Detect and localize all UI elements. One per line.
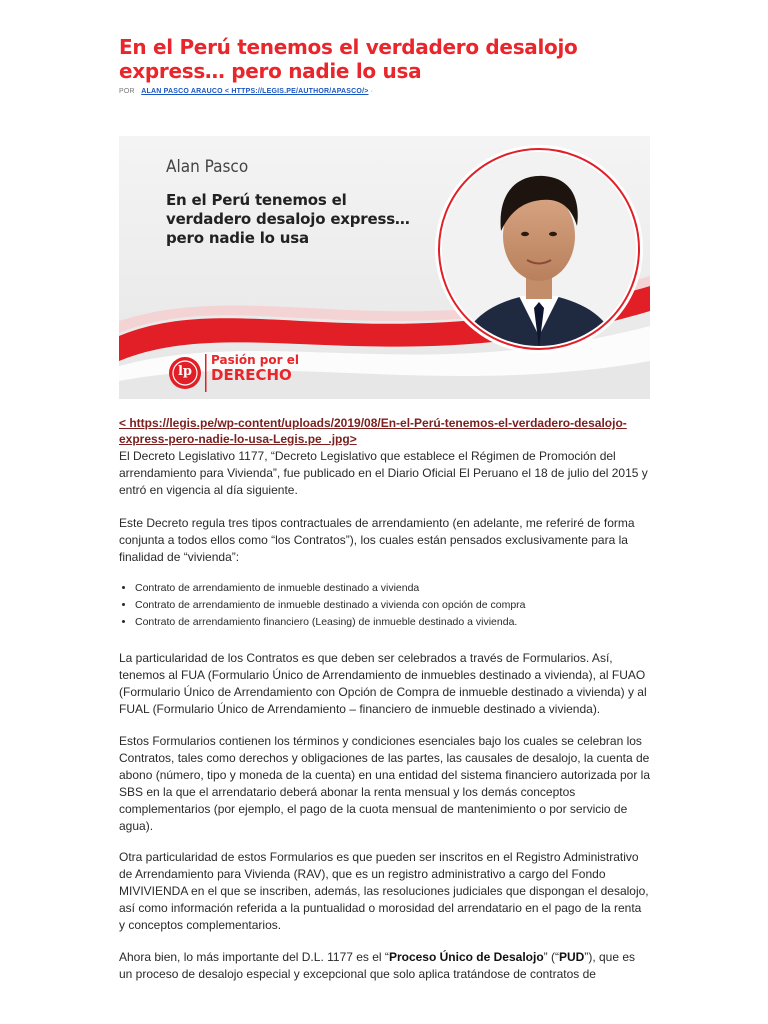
- paragraph-2: Este Decreto regula tres tipos contractuales de arrendamiento (en adelante, me referiré de forma conjunta a todos ellos como “los Contratos”), los cuales están pensados exclusivamente para la finalidad de “vivienda”:: [119, 516, 635, 564]
- image-source-link[interactable]: < https://legis.pe/wp-content/uploads/2019/08/En-el-Perú-tenemos-el-verdadero-desalojo-express-pero-nadie-lo-usa-Legis.pe_.jpg>: [119, 416, 627, 446]
- hero-headline: En el Perú tenemos el verdadero desalojo express… pero nadie lo usa: [166, 191, 410, 247]
- brand-tagline: Pasión por el: [211, 353, 299, 367]
- p6-part-a: Ahora bien, lo más importante del D.L. 1177 es el “: [119, 950, 389, 964]
- paragraph-1: El Decreto Legislativo 1177, “Decreto Legislativo que establece el Régimen de Promoción del arrendamiento para Vivienda”, fue publicado en el Diario Oficial El Peruano el 18 de julio del 2015 y entró en vigencia al día siguiente.: [119, 449, 648, 497]
- hero-author-name: Alan Pasco: [166, 157, 249, 177]
- paragraph-4: Estos Formularios contienen los términos y condiciones esenciales bajo los cuales se celebran los Contratos, tales como derechos y obligaciones de las partes, las causales de desalojo, la cuenta de abono (número, tipo y moneda de la cuenta) en una entidad del sistema financiero autorizada por la SBS en la que el arrendatario deberá abonar la renta mensual y los demás conceptos complementarios (por ejemplo, el pago de la cuota mensual de mantenimiento o por servicio de agua).: [119, 734, 651, 833]
- article-title: En el Perú tenemos el verdadero desalojo express… pero nadie lo usa: [119, 35, 578, 83]
- hero-brand: [211, 354, 299, 383]
- logo-text: lp: [177, 364, 193, 379]
- paragraph-3: La particularidad de los Contratos es que deben ser celebrados a través de Formularios. Así, tenemos al FUA (Formulario Único de Arrendamiento de inmuebles destinado a vivienda), al FUAO (Formulario Único de Arrendamiento con Opción de Compra de inmueble destinado a vivienda) y al FUAL (Formulario Único de Arrendamiento – financiero de inmueble destinado a vivienda).: [119, 651, 647, 716]
- brand-name: DERECHO: [211, 366, 292, 384]
- author-link[interactable]: ALAN PASCO ARAUCO < HTTPS://LEGIS.PE/AUTHOR/APASCO/>: [141, 88, 369, 95]
- paragraph-5: Otra particularidad de estos Formularios es que pueden ser inscritos en el Registro Administrativo de Arrendamiento para Vivienda (RAV), que es un registro administrativo a cargo del Fondo MIVIVIENDA en el que se inscriben, además, las resoluciones judiciales que dispongan el desalojo, así como información referida a la puntualidad o morosidad del arrendatario en el pago de la renta y conceptos complementarios.: [119, 850, 649, 932]
- contract-types-list: [119, 580, 666, 631]
- p6-part-d: PUD: [558, 950, 585, 964]
- list-item: • Contrato de arrendamiento de inmueble destinado a vivienda con opción de compra: [135, 597, 666, 614]
- p6-part-e: ”), que es un proceso de desalojo especial y excepcional que solo aplica tratándose de contratos de: [119, 950, 636, 981]
- byline-suffix: ·: [370, 88, 374, 95]
- byline-prefix: POR: [119, 88, 135, 95]
- hero-image: [119, 136, 650, 399]
- list-item: • Contrato de arrendamiento financiero (Leasing) de inmueble destinado a vivienda.: [135, 614, 666, 631]
- p6-part-c: ” (“: [543, 950, 559, 964]
- list-item: • Contrato de arrendamiento de inmueble destinado a vivienda: [135, 580, 666, 597]
- p6-part-b: Proceso Único de Desalojo: [388, 950, 544, 964]
- paragraph-6: [119, 949, 650, 983]
- byline: [119, 88, 373, 95]
